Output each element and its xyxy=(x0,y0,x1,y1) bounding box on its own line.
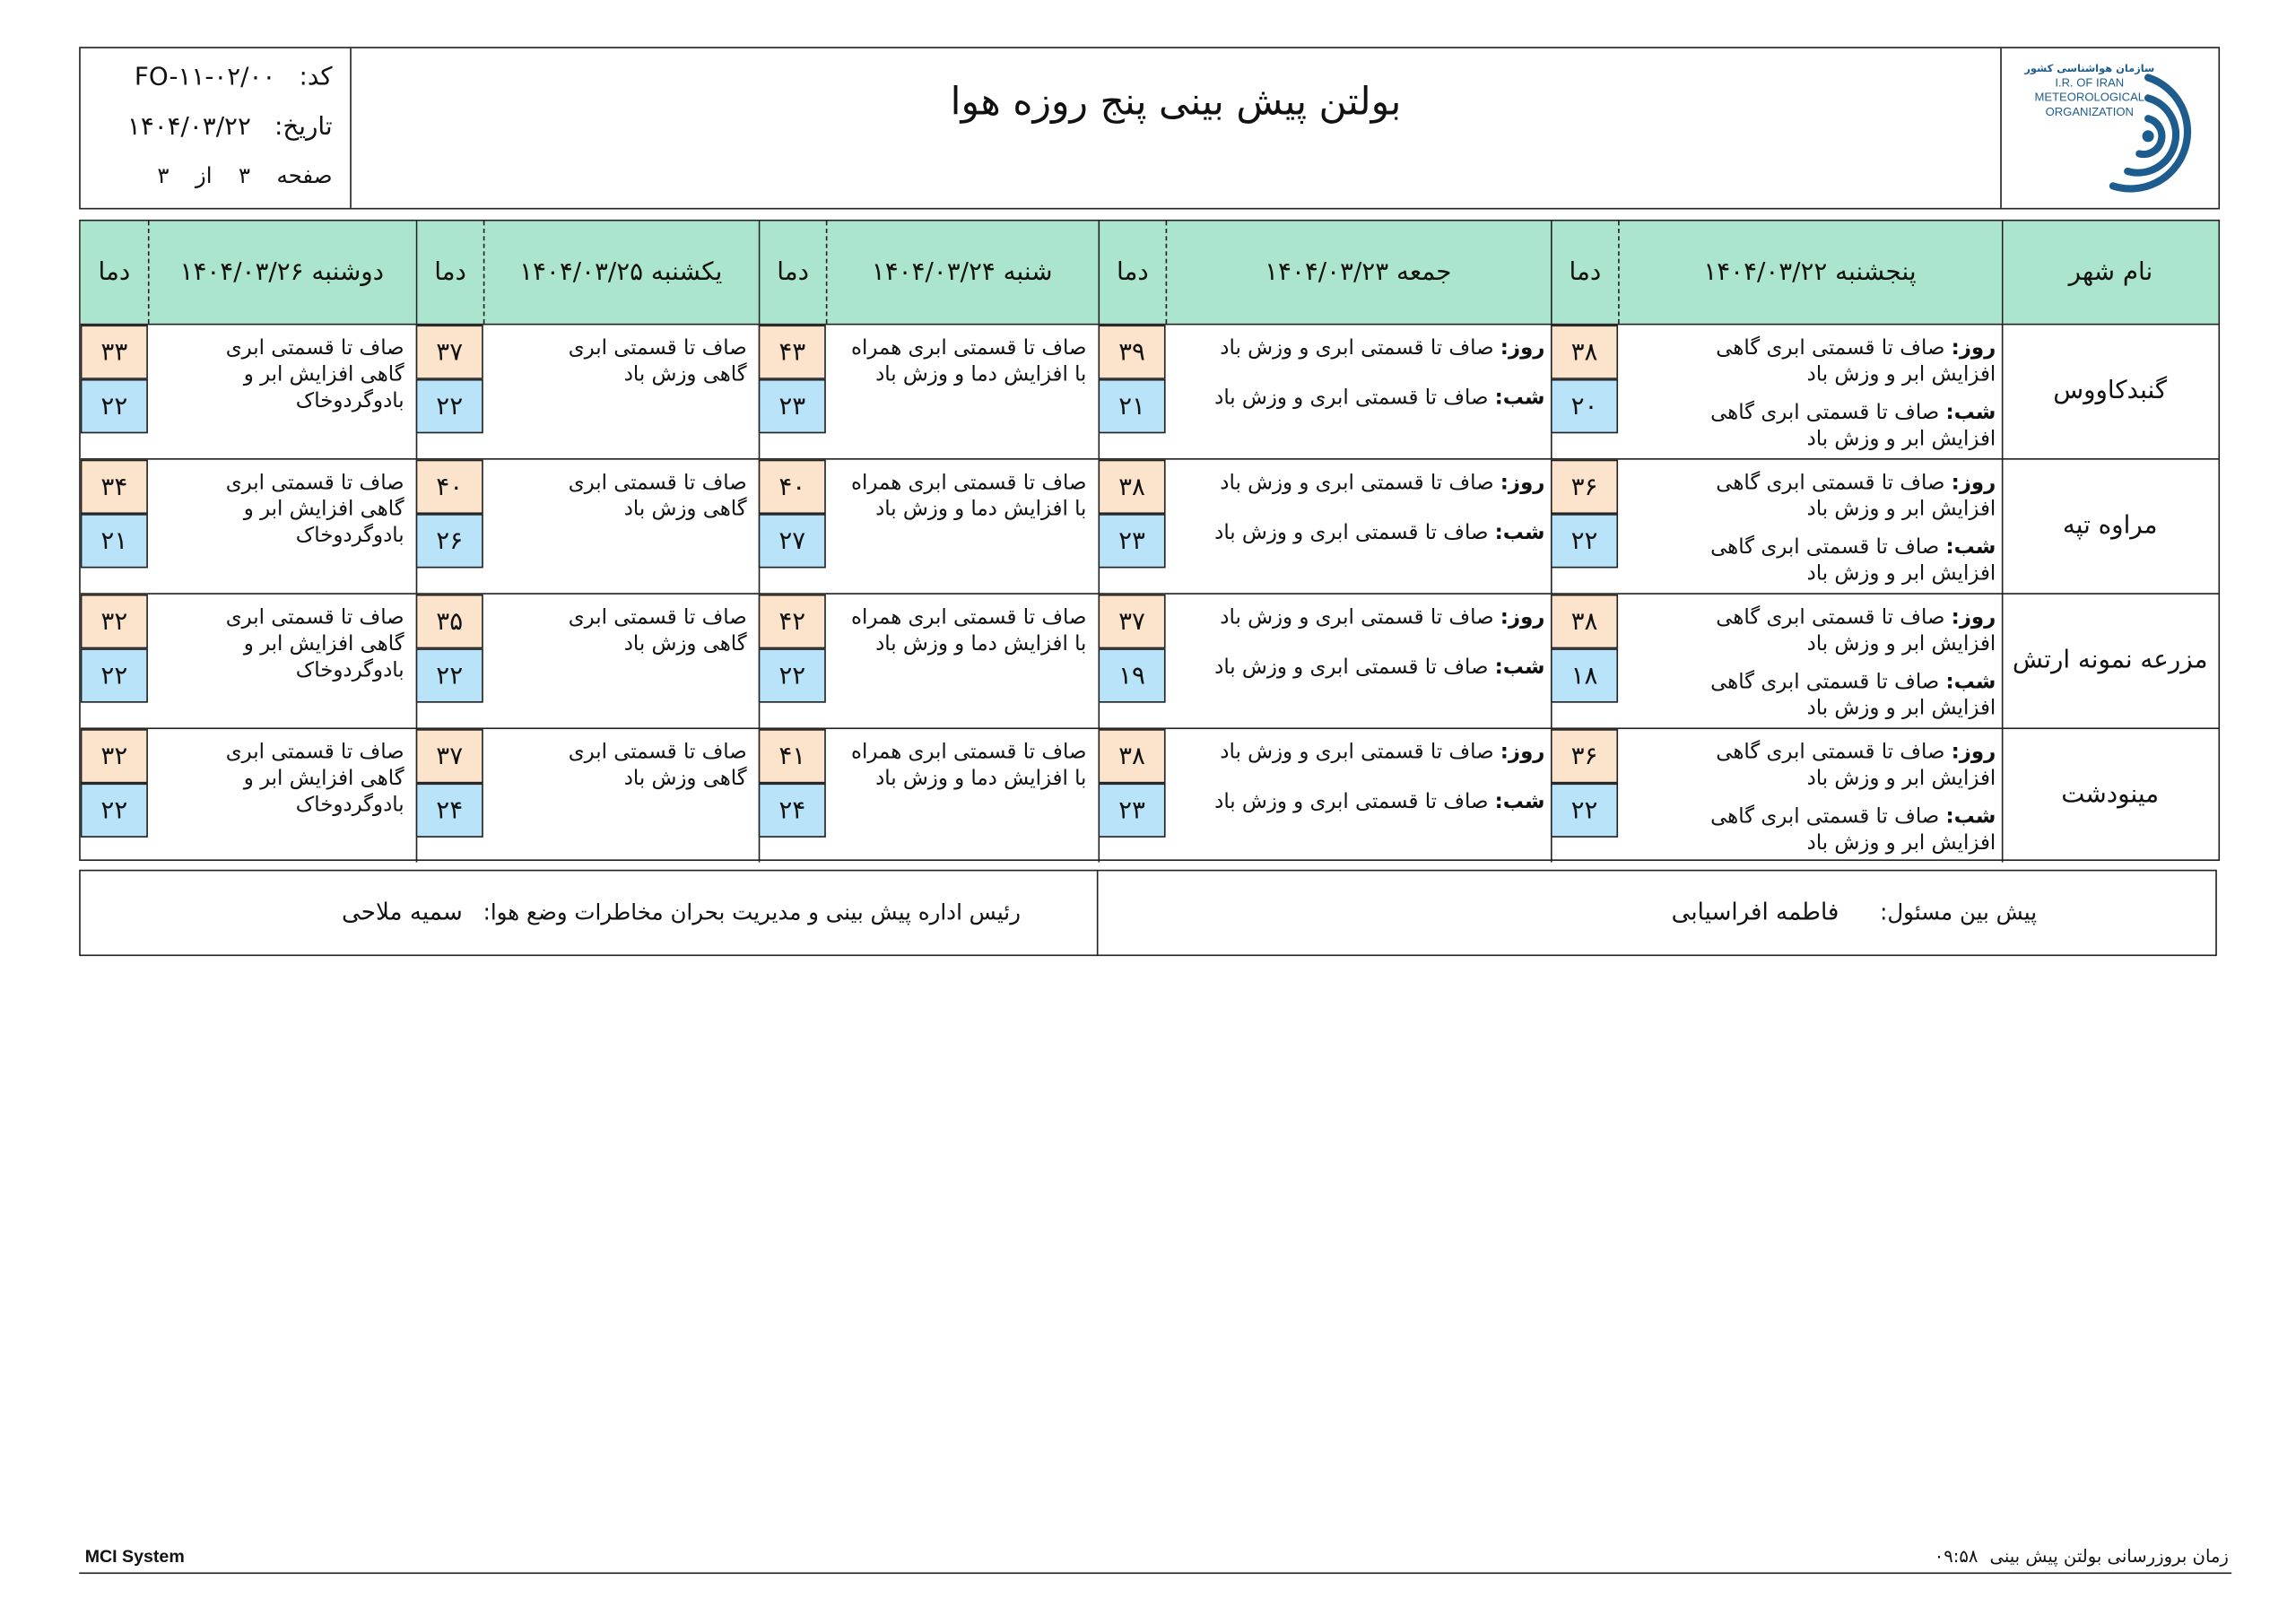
temp-max: ۳۷ xyxy=(416,729,483,783)
temp-min: ۲۳ xyxy=(1098,514,1165,568)
footer-system: MCI System xyxy=(84,1546,185,1567)
forecast-night xyxy=(1199,789,1544,815)
header-temp-3: دما xyxy=(759,221,826,324)
forecast-text: صاف تا قسمتی ابری همراه با افزایش دما و وزش باد xyxy=(851,741,1087,791)
header-day-2: جمعه ۱۴۰۴/۰۳/۲۳ xyxy=(1166,221,1551,324)
temp-max: ۴۰ xyxy=(759,460,826,514)
day-label: روز: xyxy=(1951,605,1996,630)
footer-rule xyxy=(79,1572,2231,1574)
temp-max: ۳۸ xyxy=(1551,595,1618,648)
forecast-night xyxy=(1685,803,1996,856)
temp-min: ۲۰ xyxy=(1551,379,1618,433)
date-row xyxy=(127,113,333,143)
header-temp-5: دما xyxy=(81,221,148,324)
night-text: صاف تا قسمتی ابری و وزش باد xyxy=(1214,386,1489,411)
forecaster-role: پیش بین مسئول: xyxy=(1880,899,2038,925)
day-text: صاف تا قسمتی ابری و وزش باد xyxy=(1220,605,1494,630)
temp-max: ۳۹ xyxy=(1098,325,1165,378)
day-label: روز: xyxy=(1500,336,1545,360)
night-label: شب: xyxy=(1945,804,1996,829)
forecast-night xyxy=(1685,534,1996,587)
forecast-day xyxy=(1199,739,1544,765)
night-text: صاف تا قسمتی ابری و وزش باد xyxy=(1214,790,1489,814)
forecast-text: صاف تا قسمتی ابری گاهی افزایش ابر و بادوگردوخاک xyxy=(225,605,404,682)
temp-min: ۲۲ xyxy=(81,379,148,433)
forecast-day xyxy=(1685,739,1996,792)
logo-text-fa: سازمان هواشناسی کشور xyxy=(2024,61,2155,74)
header-dotted-separator xyxy=(148,221,150,324)
day-text: صاف تا قسمتی ابری گاهی افزایش ابر و وزش باد xyxy=(1716,471,1996,522)
temp-max: ۳۲ xyxy=(81,595,148,648)
header-city: نام شهر xyxy=(2002,221,2219,324)
temp-max: ۳۲ xyxy=(81,729,148,783)
document-meta xyxy=(81,48,352,208)
temp-max: ۴۰ xyxy=(416,460,483,514)
header-day-1: پنجشنبه ۱۴۰۴/۰۳/۲۲ xyxy=(1618,221,2002,324)
code-value: FO-۱۱-۰۲/۰۰ xyxy=(134,63,276,92)
forecast-text: صاف تا قسمتی ابری گاهی وزش باد xyxy=(568,741,747,791)
meteorological-organization-logo xyxy=(2002,48,2219,208)
logo-text-en-3: ORGANIZATION xyxy=(2045,104,2134,118)
temp-min: ۲۶ xyxy=(416,514,483,568)
day-label: روز: xyxy=(1951,741,1996,765)
page-row xyxy=(157,162,332,188)
temp-max: ۳۷ xyxy=(1098,595,1165,648)
date-label: تاریخ: xyxy=(274,112,333,143)
city-name: مینودشت xyxy=(2061,780,2160,810)
temp-min: ۲۲ xyxy=(416,648,483,702)
city-name: مزرعه نمونه ارتش xyxy=(2012,645,2208,675)
header-temp-4: دما xyxy=(416,221,483,324)
day-text: صاف تا قسمتی ابری و وزش باد xyxy=(1220,336,1494,360)
temp-max: ۳۳ xyxy=(81,325,148,378)
temp-min: ۲۱ xyxy=(81,514,148,568)
forecast-day xyxy=(1685,604,1996,657)
forecast-day xyxy=(1685,470,1996,523)
page-title: بولتن پیش بینی پنج روزه هوا xyxy=(950,80,1402,125)
page-of: از xyxy=(195,162,213,189)
city-name: گنبدکاووس xyxy=(2053,376,2168,406)
forecaster-name: فاطمه افراسیابی xyxy=(1671,897,1839,925)
header-dotted-separator xyxy=(1166,221,1168,324)
night-label: شب: xyxy=(1945,670,1996,694)
header-dotted-separator xyxy=(483,221,485,324)
forecast-text: صاف تا قسمتی ابری گاهی افزایش ابر و بادوگردوخاک xyxy=(225,471,404,548)
night-text: صاف تا قسمتی ابری گاهی افزایش ابر و وزش باد xyxy=(1710,401,1996,451)
head-name: سمیه ملاحی xyxy=(342,897,463,925)
day-label: روز: xyxy=(1500,471,1545,495)
temp-min: ۲۲ xyxy=(759,648,826,702)
header-temp-2: دما xyxy=(1098,221,1165,324)
head-signature xyxy=(342,898,1021,925)
night-text: صاف تا قسمتی ابری گاهی افزایش ابر و وزش باد xyxy=(1710,535,1996,586)
night-label: شب: xyxy=(1494,790,1545,814)
bulletin-header xyxy=(79,47,2220,209)
night-label: شب: xyxy=(1945,401,1996,425)
logo-cell xyxy=(2000,48,2218,208)
day-text: صاف تا قسمتی ابری گاهی افزایش ابر و وزش باد xyxy=(1716,741,1996,791)
temp-max: ۴۲ xyxy=(759,595,826,648)
temp-min: ۲۲ xyxy=(81,783,148,837)
forecast-text: صاف تا قسمتی ابری همراه با افزایش دما و وزش باد xyxy=(851,336,1087,387)
code-row xyxy=(135,63,333,92)
temp-min: ۱۹ xyxy=(1098,648,1165,702)
temp-min: ۱۸ xyxy=(1551,648,1618,702)
header-dotted-separator xyxy=(826,221,828,324)
day-label: روز: xyxy=(1951,336,1996,360)
day-text: صاف تا قسمتی ابری و وزش باد xyxy=(1220,471,1494,495)
forecast-night xyxy=(1199,520,1544,546)
night-label: شب: xyxy=(1494,521,1545,545)
footer-update-time: ۰۹:۵۸ xyxy=(1934,1546,1979,1567)
night-text: صاف تا قسمتی ابری گاهی افزایش ابر و وزش باد xyxy=(1710,670,1996,721)
forecast-text: صاف تا قسمتی ابری گاهی وزش باد xyxy=(568,471,747,522)
temp-min: ۲۲ xyxy=(1551,514,1618,568)
footer-update xyxy=(1935,1546,2229,1567)
forecaster-signature xyxy=(1672,898,2037,925)
city-name: مراوه تپه xyxy=(2062,510,2158,541)
forecast-day xyxy=(1199,604,1544,630)
forecast-text: صاف تا قسمتی ابری همراه با افزایش دما و وزش باد xyxy=(851,471,1087,522)
header-day-5: دوشنبه ۱۴۰۴/۰۳/۲۶ xyxy=(148,221,416,324)
footer-update-label: زمان بروزرسانی بولتن پیش بینی xyxy=(1989,1546,2229,1567)
night-label: شب: xyxy=(1494,386,1545,411)
header-dotted-separator xyxy=(1618,221,1620,324)
page-number: ۳ xyxy=(238,162,251,189)
temp-min: ۲۴ xyxy=(759,783,826,837)
forecast-night xyxy=(1685,669,1996,722)
day-label: روز: xyxy=(1500,605,1545,630)
temp-max: ۳۷ xyxy=(416,325,483,378)
forecast-text: صاف تا قسمتی ابری گاهی وزش باد xyxy=(568,605,747,656)
date-value: ۱۴۰۴/۰۳/۲۲ xyxy=(126,112,251,143)
day-label: روز: xyxy=(1951,471,1996,495)
forecast-table xyxy=(79,220,2220,861)
header-temp-1: دما xyxy=(1551,221,1618,324)
day-text: صاف تا قسمتی ابری گاهی افزایش ابر و وزش باد xyxy=(1716,336,1996,387)
night-label: شب: xyxy=(1945,535,1996,560)
night-text: صاف تا قسمتی ابری گاهی افزایش ابر و وزش باد xyxy=(1710,804,1996,855)
signature-box xyxy=(79,870,2217,956)
code-label: کد: xyxy=(299,63,333,92)
forecast-day xyxy=(1685,335,1996,388)
page-label: صفحه xyxy=(276,162,333,189)
forecast-text: صاف تا قسمتی ابری گاهی افزایش ابر و بادوگردوخاک xyxy=(225,336,404,413)
temp-max: ۴۳ xyxy=(759,325,826,378)
temp-min: ۲۳ xyxy=(759,379,826,433)
day-text: صاف تا قسمتی ابری گاهی افزایش ابر و وزش باد xyxy=(1716,605,1996,656)
temp-min: ۲۷ xyxy=(759,514,826,568)
day-label: روز: xyxy=(1500,741,1545,765)
forecast-text: صاف تا قسمتی ابری همراه با افزایش دما و وزش باد xyxy=(851,605,1087,656)
night-label: شب: xyxy=(1494,656,1545,680)
temp-max: ۳۶ xyxy=(1551,729,1618,783)
signature-divider xyxy=(1097,871,1099,954)
header-day-3: شنبه ۱۴۰۴/۰۳/۲۴ xyxy=(826,221,1099,324)
night-text: صاف تا قسمتی ابری و وزش باد xyxy=(1214,521,1489,545)
head-role: رئیس اداره پیش بینی و مدیریت بحران مخاطرات وضع هوا: xyxy=(483,899,1021,925)
temp-max: ۳۴ xyxy=(81,460,148,514)
temp-min: ۲۲ xyxy=(416,379,483,433)
logo-text-en-2: METEOROLOGICAL xyxy=(2034,90,2145,104)
temp-max: ۳۸ xyxy=(1098,460,1165,514)
logo-text-en-1: I.R. OF IRAN xyxy=(2055,75,2125,90)
temp-max: ۳۶ xyxy=(1551,460,1618,514)
temp-min: ۲۲ xyxy=(1551,783,1618,837)
temp-max: ۳۸ xyxy=(1551,325,1618,378)
temp-min: ۲۴ xyxy=(416,783,483,837)
forecast-day xyxy=(1199,335,1544,361)
temp-max: ۳۸ xyxy=(1098,729,1165,783)
night-text: صاف تا قسمتی ابری و وزش باد xyxy=(1214,656,1489,680)
temp-min: ۲۱ xyxy=(1098,379,1165,433)
forecast-night xyxy=(1685,400,1996,453)
forecast-text: صاف تا قسمتی ابری گاهی وزش باد xyxy=(568,336,747,387)
forecast-text: صاف تا قسمتی ابری گاهی افزایش ابر و بادوگردوخاک xyxy=(225,741,404,818)
forecast-day xyxy=(1199,470,1544,496)
forecast-night xyxy=(1199,655,1544,681)
page-total: ۳ xyxy=(157,162,170,189)
temp-max: ۴۱ xyxy=(759,729,826,783)
header-day-4: یکشنبه ۱۴۰۴/۰۳/۲۵ xyxy=(483,221,759,324)
forecast-night xyxy=(1199,385,1544,411)
temp-min: ۲۲ xyxy=(81,648,148,702)
day-text: صاف تا قسمتی ابری و وزش باد xyxy=(1220,741,1494,765)
temp-max: ۳۵ xyxy=(416,595,483,648)
temp-min: ۲۳ xyxy=(1098,783,1165,837)
